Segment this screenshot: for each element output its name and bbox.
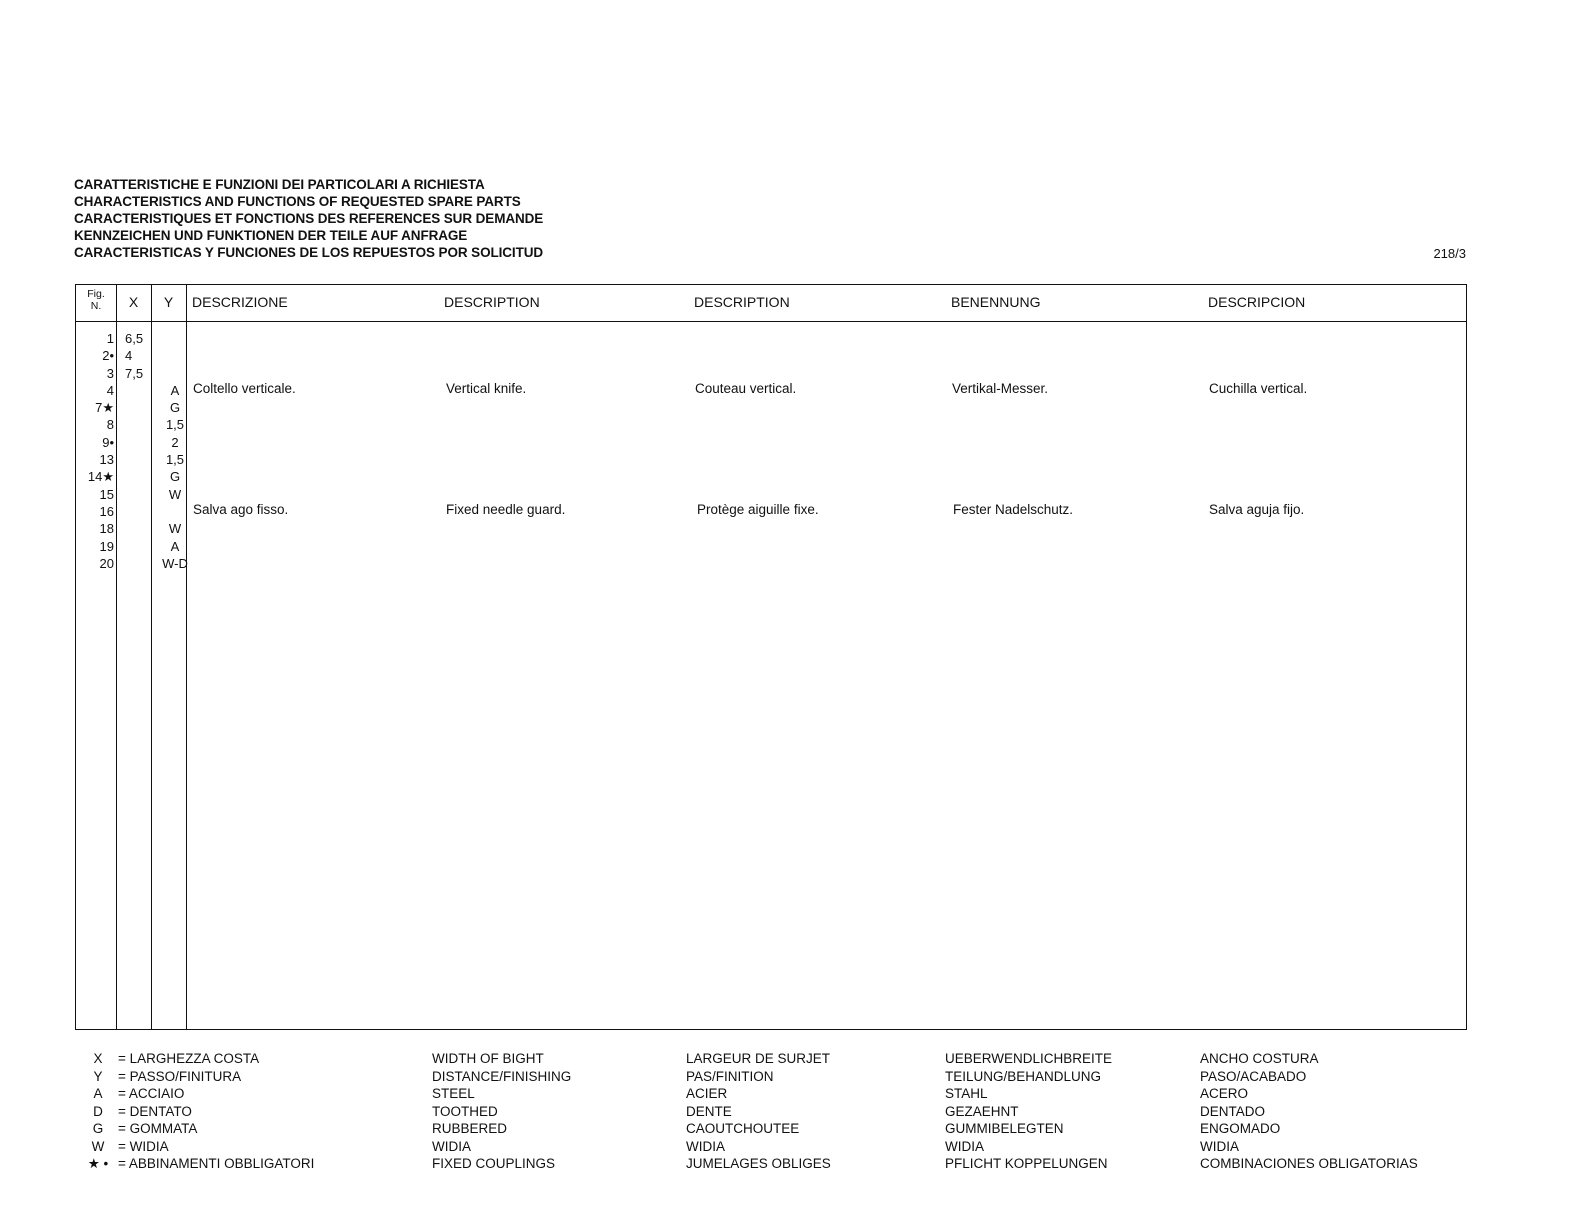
- legend-key: W: [91, 1138, 105, 1154]
- legend-key: Y: [93, 1068, 103, 1084]
- description-es: Salva aguja fijo.: [1209, 502, 1305, 517]
- fig-number: 2•: [102, 348, 114, 364]
- legend-item: = DENTATO: [118, 1103, 192, 1119]
- y-value: [158, 347, 192, 364]
- title-german: KENNZEICHEN UND FUNKTIONEN DER TEILE AUF ANFRAGE: [74, 228, 468, 243]
- fig-number: 16: [99, 503, 114, 519]
- y-value: 2: [171, 434, 179, 450]
- x-column: [125, 330, 155, 382]
- page-reference: 218/3: [1433, 246, 1466, 261]
- legend-item: LARGEUR DE SURJET: [686, 1051, 831, 1066]
- legend-item: DENTE: [686, 1103, 732, 1119]
- legend-item: = GOMMATA: [118, 1121, 198, 1136]
- legend-item: PASO/ACABADO: [1200, 1068, 1307, 1084]
- legend-item: ANCHO COSTURA: [1200, 1051, 1319, 1066]
- description-de: Vertikal-Messer.: [952, 381, 1049, 396]
- description-fr: Couteau vertical.: [695, 381, 797, 396]
- y-value: 1,5: [165, 417, 185, 433]
- y-value: [158, 503, 192, 520]
- header-description-en: DESCRIPTION: [444, 294, 540, 310]
- legend-italian: [118, 1050, 314, 1173]
- legend-key: X: [93, 1051, 103, 1066]
- legend-item: = LARGHEZZA COSTA: [118, 1051, 260, 1066]
- column-divider: [116, 285, 117, 1029]
- y-value: A: [170, 538, 180, 554]
- header-description-fr: DESCRIPTION: [694, 294, 790, 310]
- legend-item: RUBBERED: [432, 1121, 508, 1136]
- legend-item: ACERO: [1200, 1086, 1249, 1101]
- legend-item: UEBERWENDLICHBREITE: [945, 1051, 1113, 1066]
- description-es: Cuchilla vertical.: [1209, 381, 1308, 396]
- fig-number: 14★: [87, 469, 114, 485]
- legend-english: [432, 1050, 571, 1173]
- y-value: G: [169, 400, 181, 416]
- column-divider: [151, 285, 152, 1029]
- header-y: Y: [163, 294, 174, 310]
- title-italian: CARATTERISTICHE E FUNZIONI DEI PARTICOLARI A RICHIESTA: [74, 177, 485, 192]
- legend-item: FIXED COUPLINGS: [432, 1156, 556, 1171]
- legend-item: GUMMIBELEGTEN: [945, 1121, 1064, 1136]
- title-french: CARACTERISTIQUES ET FONCTIONS DES REFERENCES SUR DEMANDE: [74, 211, 544, 226]
- header-descrizione: DESCRIZIONE: [192, 294, 288, 310]
- header-x: X: [128, 294, 139, 310]
- y-value: G: [169, 469, 181, 485]
- legend-item: PAS/FINITION: [686, 1068, 774, 1084]
- legend-spanish: [1200, 1050, 1418, 1173]
- header-divider: [76, 321, 1466, 322]
- fig-number: 15: [99, 486, 114, 502]
- y-value: W-D: [162, 555, 188, 571]
- legend-item: = PASSO/FINITURA: [118, 1068, 242, 1084]
- y-value: [158, 330, 192, 347]
- x-value: 6,5: [125, 331, 144, 346]
- x-value: 7,5: [125, 365, 144, 381]
- description-en: Vertical knife.: [446, 381, 527, 396]
- y-value: W: [168, 486, 182, 502]
- parts-table: [75, 284, 1467, 1030]
- fig-number: 3: [106, 365, 114, 381]
- description-fr: Protège aiguille fixe.: [697, 502, 819, 517]
- y-value: W: [168, 521, 182, 537]
- fig-number: 1: [106, 331, 114, 346]
- legend-key: G: [92, 1121, 104, 1136]
- legend-item: PFLICHT KOPPELUNGEN: [945, 1156, 1108, 1171]
- header-fig-number: Fig. N.: [87, 288, 105, 312]
- description-en: Fixed needle guard.: [446, 502, 566, 517]
- legend-item: STAHL: [945, 1086, 988, 1101]
- fig-number: 8: [106, 417, 114, 433]
- y-value: A: [170, 382, 180, 398]
- description-it: Coltello verticale.: [193, 381, 296, 396]
- legend-item: WIDIA: [432, 1138, 471, 1154]
- title-spanish: CARACTERISTICAS Y FUNCIONES DE LOS REPUESTOS POR SOLICITUD: [74, 245, 544, 260]
- legend-item: = WIDIA: [118, 1138, 169, 1154]
- x-value: 4: [125, 348, 133, 364]
- legend-item: TOOTHED: [432, 1103, 498, 1119]
- fig-number: 20: [99, 555, 114, 571]
- y-value: 1,5: [165, 452, 185, 468]
- fig-number-column: [76, 330, 116, 572]
- title-english: CHARACTERISTICS AND FUNCTIONS OF REQUESTED SPARE PARTS: [74, 194, 521, 209]
- legend-item: GEZAEHNT: [945, 1103, 1019, 1119]
- fig-number: 18: [99, 521, 114, 537]
- legend-item: WIDIA: [945, 1138, 984, 1154]
- legend-item: ENGOMADO: [1200, 1121, 1281, 1136]
- legend-item: JUMELAGES OBLIGES: [686, 1156, 831, 1171]
- legend-item: WIDTH OF BIGHT: [432, 1051, 544, 1066]
- description-it: Salva ago fisso.: [193, 502, 289, 517]
- fig-number: 9•: [102, 434, 114, 450]
- fig-number: 19: [99, 538, 114, 554]
- legend-item: DENTADO: [1200, 1103, 1266, 1119]
- legend-french: [686, 1050, 831, 1173]
- legend-item: ACIER: [686, 1086, 728, 1101]
- legend-german: [945, 1050, 1112, 1173]
- legend-key: D: [93, 1103, 103, 1119]
- legend-item: COMBINACIONES OBLIGATORIAS: [1200, 1156, 1418, 1171]
- legend-item: DISTANCE/FINISHING: [432, 1068, 572, 1084]
- header-descripcion: DESCRIPCION: [1208, 294, 1306, 310]
- y-value: [158, 365, 192, 382]
- fig-number: 7★: [95, 400, 114, 416]
- document-title-block: [74, 176, 774, 261]
- description-de: Fester Nadelschutz.: [953, 502, 1074, 517]
- header-benennung: BENENNUNG: [951, 294, 1041, 310]
- legend-item: STEEL: [432, 1086, 475, 1101]
- legend-item: TEILUNG/BEHANDLUNG: [945, 1068, 1102, 1084]
- legend-item: WIDIA: [1200, 1138, 1239, 1154]
- legend-key: A: [93, 1086, 103, 1101]
- fig-number: 4: [106, 382, 114, 398]
- legend-item: = ABBINAMENTI OBBLIGATORI: [118, 1156, 315, 1171]
- legend-item: WIDIA: [686, 1138, 725, 1154]
- legend-item: = ACCIAIO: [118, 1086, 185, 1101]
- y-column: [158, 330, 192, 572]
- legend-item: CAOUTCHOUTEE: [686, 1121, 800, 1136]
- legend-keys: [84, 1050, 112, 1173]
- legend-key: ★ •: [87, 1156, 109, 1171]
- fig-number: 13: [99, 452, 114, 468]
